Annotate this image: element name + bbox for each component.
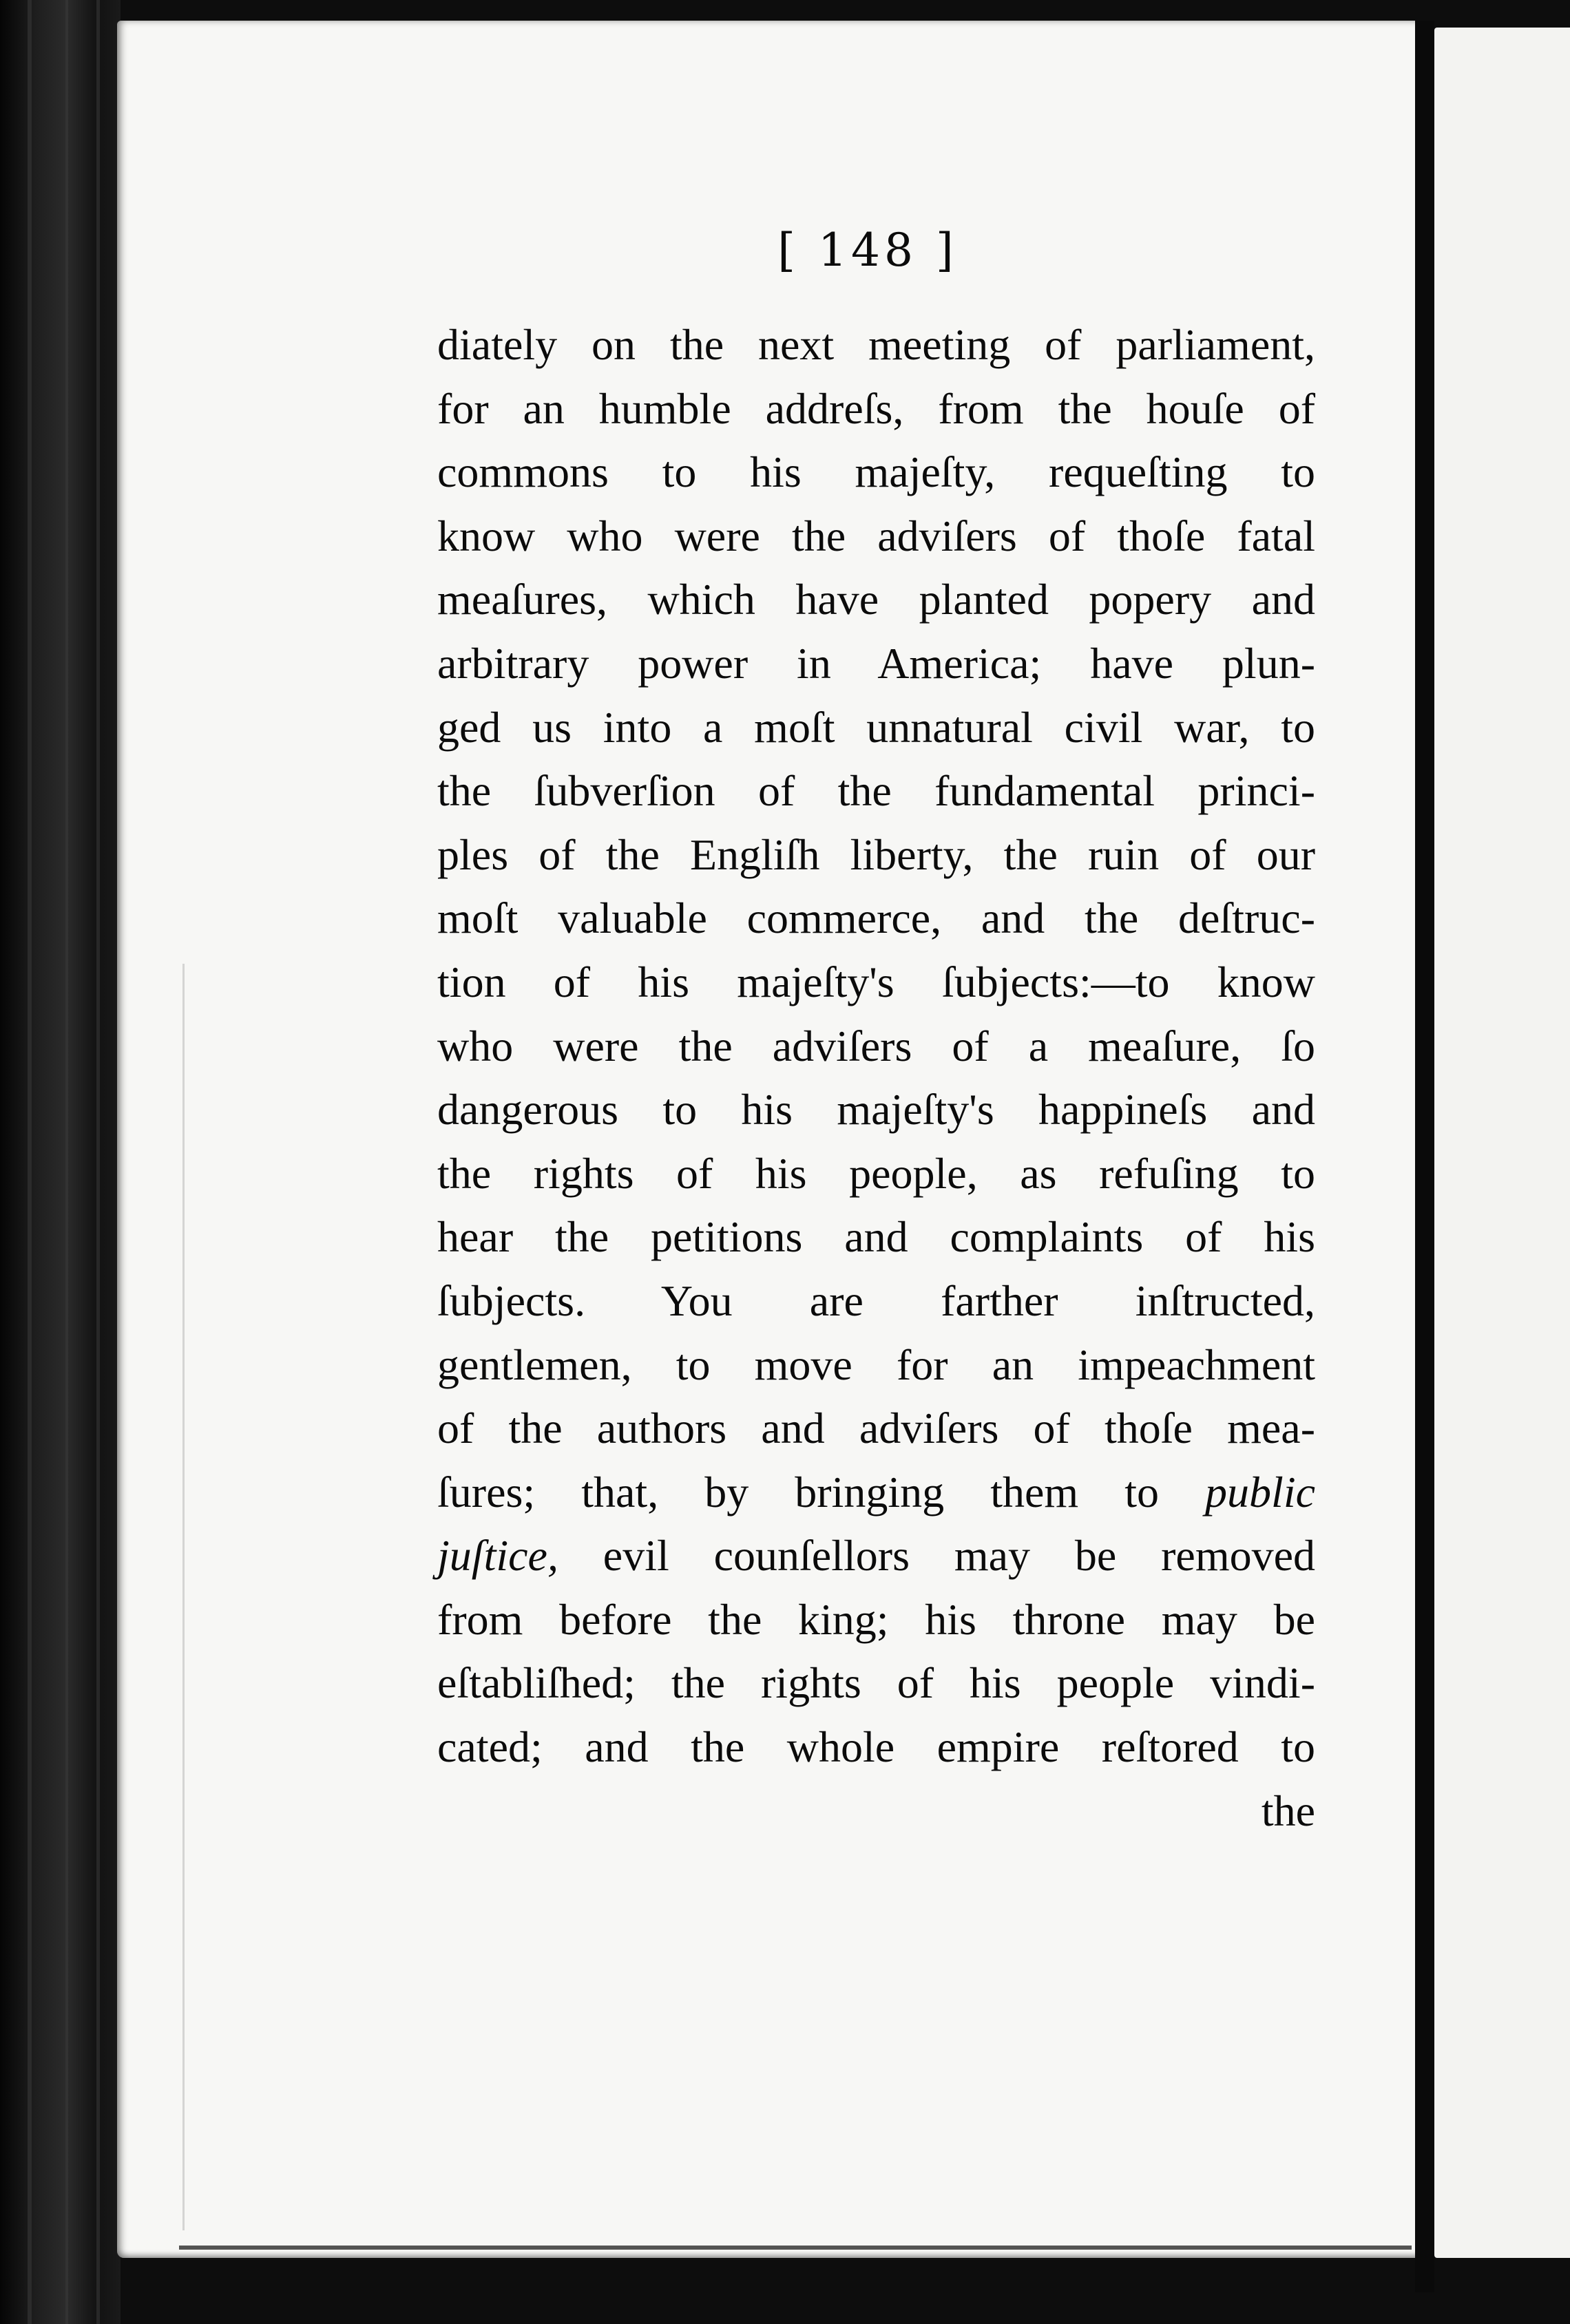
text-line: of the authors and adviſers of thoſe mea- bbox=[437, 1404, 1315, 1453]
book-gutter bbox=[1415, 21, 1434, 2292]
text-line: tion of his majeſty's ſubjects:—to know bbox=[437, 957, 1315, 1006]
text-line: gentlemen, to move for an impeachment bbox=[437, 1340, 1315, 1389]
text-line: moſt valuable commerce, and the deſtruc- bbox=[437, 894, 1315, 943]
italic-text: juſtice, bbox=[437, 1531, 558, 1581]
text-line: ged us into a moſt unnatural civil war, to bbox=[437, 702, 1315, 752]
page-number: [ 148 ] bbox=[777, 224, 958, 277]
text-line: commons to his majeſty, requeſting to bbox=[437, 447, 1315, 497]
facing-page-edge bbox=[1434, 28, 1570, 2258]
text-line: arbitrary power in America; have plun- bbox=[437, 638, 1315, 688]
italic-text: public bbox=[1205, 1467, 1316, 1517]
text-line: who were the adviſers of a meaſure, ſo bbox=[437, 1021, 1315, 1070]
text-line: diately on the next meeting of parliament, bbox=[437, 320, 1315, 369]
text-line: know who were the adviſers of thoſe fatal bbox=[437, 511, 1315, 560]
page-margin-shadow bbox=[182, 964, 185, 2230]
text-line: from before the king; his throne may be bbox=[437, 1594, 1315, 1644]
page-bottom-edge bbox=[179, 2246, 1412, 2250]
book-binding-left bbox=[0, 0, 121, 2324]
binding-shadow bbox=[96, 0, 100, 2324]
body-text bbox=[437, 313, 1315, 1843]
text-line: hear the petitions and complaints of his bbox=[437, 1212, 1315, 1262]
text-line: the rights of his people, as refuſing to bbox=[437, 1148, 1315, 1198]
catchword: the bbox=[1261, 1786, 1315, 1835]
binding-shadow bbox=[65, 0, 68, 2324]
text-line: ſubjects. You are farther inſtructed, bbox=[437, 1276, 1315, 1325]
binding-shadow bbox=[28, 0, 32, 2324]
text-line: for an humble addreſs, from the houſe of bbox=[437, 383, 1315, 433]
text-line bbox=[437, 1524, 1315, 1588]
text-line: cated; and the whole empire reſtored to bbox=[437, 1722, 1315, 1772]
text-line: dangerous to his majeſty's happineſs and bbox=[437, 1085, 1315, 1134]
text-line: the ſubverſion of the fundamental princi- bbox=[437, 766, 1315, 816]
text-line: meaſures, which have planted popery and bbox=[437, 575, 1315, 624]
text-line: eſtabliſhed; the rights of his people vindi- bbox=[437, 1658, 1315, 1708]
text-segment: evil counſellors may be removed bbox=[603, 1531, 1315, 1581]
text-line bbox=[437, 1461, 1315, 1525]
text-line: ples of the Engliſh liberty, the ruin of our bbox=[437, 830, 1315, 879]
text-segment: ſures; that, by bringing them to bbox=[437, 1467, 1159, 1517]
